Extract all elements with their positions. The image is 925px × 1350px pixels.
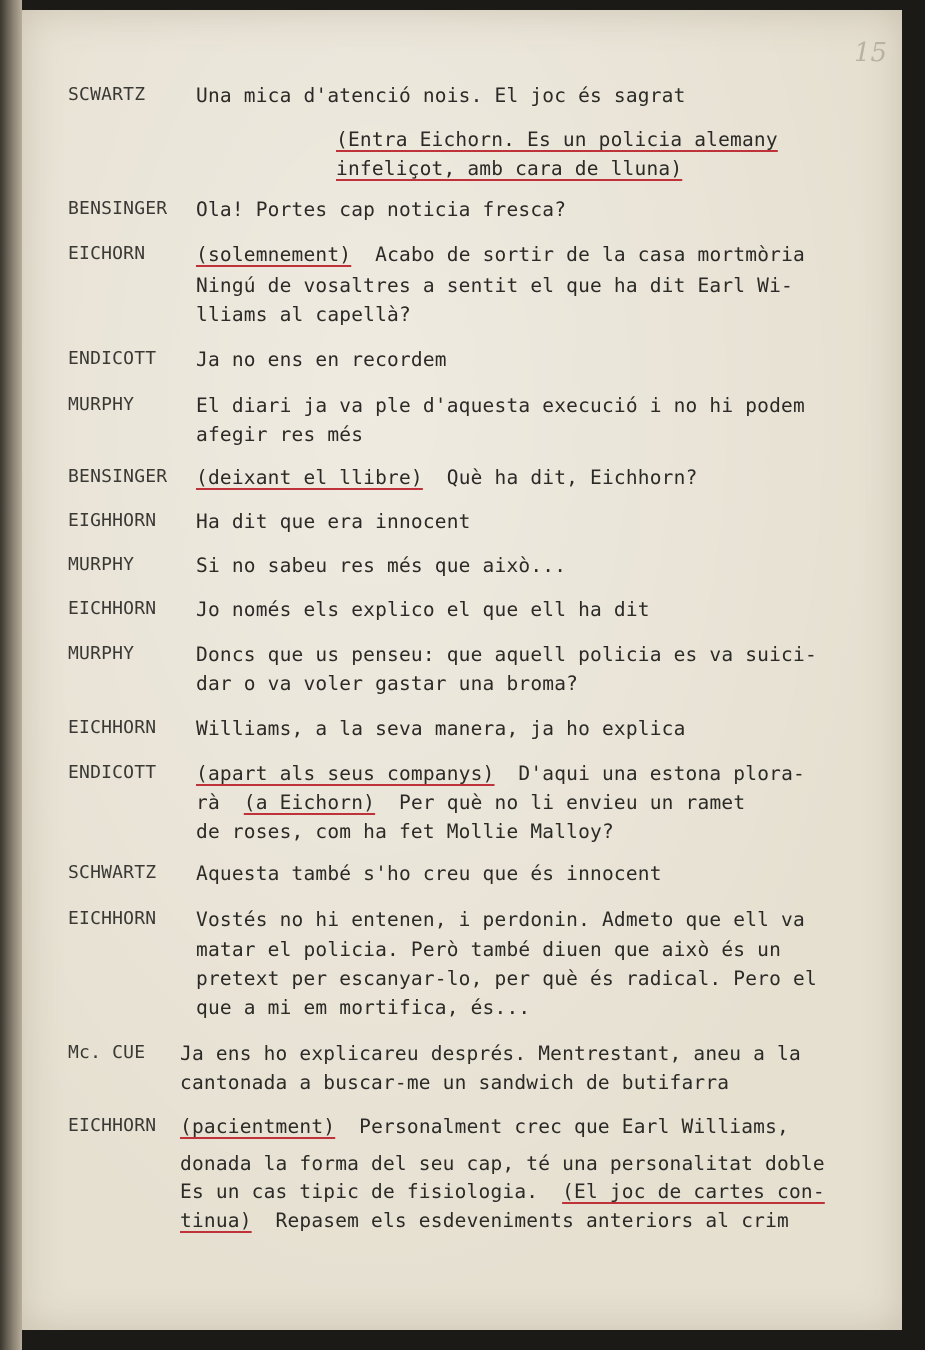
speaker-name: BENSINGER	[68, 466, 168, 487]
dialogue-text: Ja ens ho explicareu després. Mentrestant, aneu a la	[180, 1042, 801, 1065]
dialogue-line	[196, 717, 686, 740]
dialogue-line	[196, 598, 650, 621]
speaker-name: Mc. CUE	[68, 1042, 146, 1063]
speaker-name: SCWARTZ	[68, 84, 146, 105]
dialogue-text: Si no sabeu res més que això...	[196, 554, 567, 577]
dialogue-line	[196, 996, 530, 1019]
aside-direction: tinua)	[180, 1209, 252, 1232]
dialogue-line	[180, 1042, 801, 1065]
spacer	[335, 1115, 359, 1138]
stage-direction	[336, 157, 682, 180]
dialogue-text: pretext per escanyar-lo, per què és radical. Pero el	[196, 967, 817, 990]
dialogue-text: D'aqui una estona plora-	[518, 762, 805, 785]
dialogue-text: cantonada a buscar-me un sandwich de butifarra	[180, 1071, 730, 1094]
dialogue-line	[180, 1180, 825, 1203]
dialogue-text: Repasem els esdeveniments anteriors al crim	[275, 1209, 789, 1232]
dialogue-text: afegir res més	[196, 423, 364, 446]
dialogue-line	[196, 466, 698, 489]
speaker-name: ENDICOTT	[68, 348, 157, 369]
dialogue-line	[196, 394, 805, 417]
dialogue-line	[196, 672, 578, 695]
dialogue-line	[196, 84, 686, 107]
dialogue-text: lliams al capellà?	[196, 303, 411, 326]
dialogue-text: donada la forma del seu cap, té una personalitat doble	[180, 1152, 825, 1175]
spacer	[423, 466, 447, 489]
dialogue-text: Per què no li envieu un ramet	[399, 791, 746, 814]
dialogue-line	[196, 243, 805, 266]
spacer	[375, 791, 399, 814]
dialogue-text: rà	[196, 791, 244, 814]
dialogue-text: Què ha dit, Eichhorn?	[446, 466, 698, 489]
dialogue-line	[196, 820, 614, 843]
dialogue-text: Una mica d'atenció nois. El joc és sagrat	[196, 84, 686, 107]
stage-direction-text: infeliçot, amb cara de lluna)	[336, 157, 683, 180]
dialogue-line	[196, 791, 745, 814]
dialogue-text: que a mi em mortifica, és...	[196, 996, 531, 1019]
spacer	[538, 1180, 562, 1203]
dialogue-text: Es un cas tipic de fisiologia.	[180, 1180, 539, 1203]
speaker-name: SCHWARTZ	[68, 862, 157, 883]
speaker-name: EICHHORN	[68, 1115, 157, 1136]
dialogue-text: Jo només els explico el que ell ha dit	[196, 598, 650, 621]
dialogue-text: Vostés no hi entenen, i perdonin. Admeto que ell va	[196, 908, 805, 931]
dialogue-line	[196, 274, 793, 297]
dialogue-line	[196, 423, 363, 446]
spacer	[252, 1209, 276, 1232]
aside-direction: (apart als seus companys)	[196, 762, 495, 785]
dialogue-text: dar o va voler gastar una broma?	[196, 672, 579, 695]
dialogue-text: Williams, a la seva manera, ja ho explica	[196, 717, 686, 740]
dialogue-text: Doncs que us penseu: que aquell policia es va suici-	[196, 643, 817, 666]
aside-direction: (a Eichorn)	[243, 791, 376, 814]
aside-direction: (pacientment)	[180, 1115, 336, 1138]
dialogue-line	[180, 1115, 789, 1138]
dialogue-line	[196, 862, 662, 885]
dialogue-line	[180, 1152, 825, 1175]
dialogue-text: Aquesta també s'ho creu que és innocent	[196, 862, 662, 885]
dialogue-line	[196, 198, 566, 221]
dialogue-text: de roses, com ha fet Mollie Malloy?	[196, 820, 614, 843]
dialogue-line	[196, 938, 781, 961]
speaker-name: EICHHORN	[68, 717, 157, 738]
aside-direction: (deixant el llibre)	[196, 466, 423, 489]
speaker-name: MURPHY	[68, 394, 135, 415]
dialogue-text: Personalment crec que Earl Williams,	[359, 1115, 789, 1138]
page-number: 15	[854, 38, 888, 68]
speaker-name: EICHHORN	[68, 598, 157, 619]
dialogue-text: Ningú de vosaltres a sentit el que ha dit Earl Wi-	[196, 274, 793, 297]
dialogue-line	[196, 303, 411, 326]
dialogue-text: matar el policia. Però també diuen que això és un	[196, 938, 782, 961]
dialogue-line	[196, 908, 805, 931]
speaker-name: ENDICOTT	[68, 762, 157, 783]
dialogue-text: Ja no ens en recordem	[196, 348, 447, 371]
dialogue-line	[196, 348, 447, 371]
dialogue-line	[196, 967, 817, 990]
speaker-name: EICHHORN	[68, 908, 157, 929]
speaker-name: EIGHHORN	[68, 510, 157, 531]
speaker-name: MURPHY	[68, 554, 135, 575]
dialogue-text: El diari ja va ple d'aquesta execució i no hi podem	[196, 394, 805, 417]
stage-direction-text: (Entra Eichorn. Es un policia alemany	[336, 128, 778, 151]
speaker-name: EICHORN	[68, 243, 146, 264]
dialogue-line	[196, 762, 805, 785]
dialogue-line	[180, 1209, 789, 1232]
spacer	[495, 762, 519, 785]
speaker-name: BENSINGER	[68, 198, 168, 219]
dialogue-line	[180, 1071, 729, 1094]
dialogue-line	[196, 643, 817, 666]
dialogue-line	[196, 510, 471, 533]
speaker-name: MURPHY	[68, 643, 135, 664]
aside-direction: (El joc de cartes con-	[562, 1180, 825, 1203]
aside-direction: (solemnement)	[196, 243, 352, 266]
stage-direction	[336, 128, 778, 151]
dialogue-text: Acabo de sortir de la casa mortmòria	[375, 243, 805, 266]
dialogue-line	[196, 554, 566, 577]
dialogue-text: Ha dit que era innocent	[196, 510, 471, 533]
binding-edge	[0, 0, 22, 1350]
spacer	[351, 243, 375, 266]
scan-border	[902, 0, 925, 1350]
dialogue-text: Ola! Portes cap noticia fresca?	[196, 198, 567, 221]
